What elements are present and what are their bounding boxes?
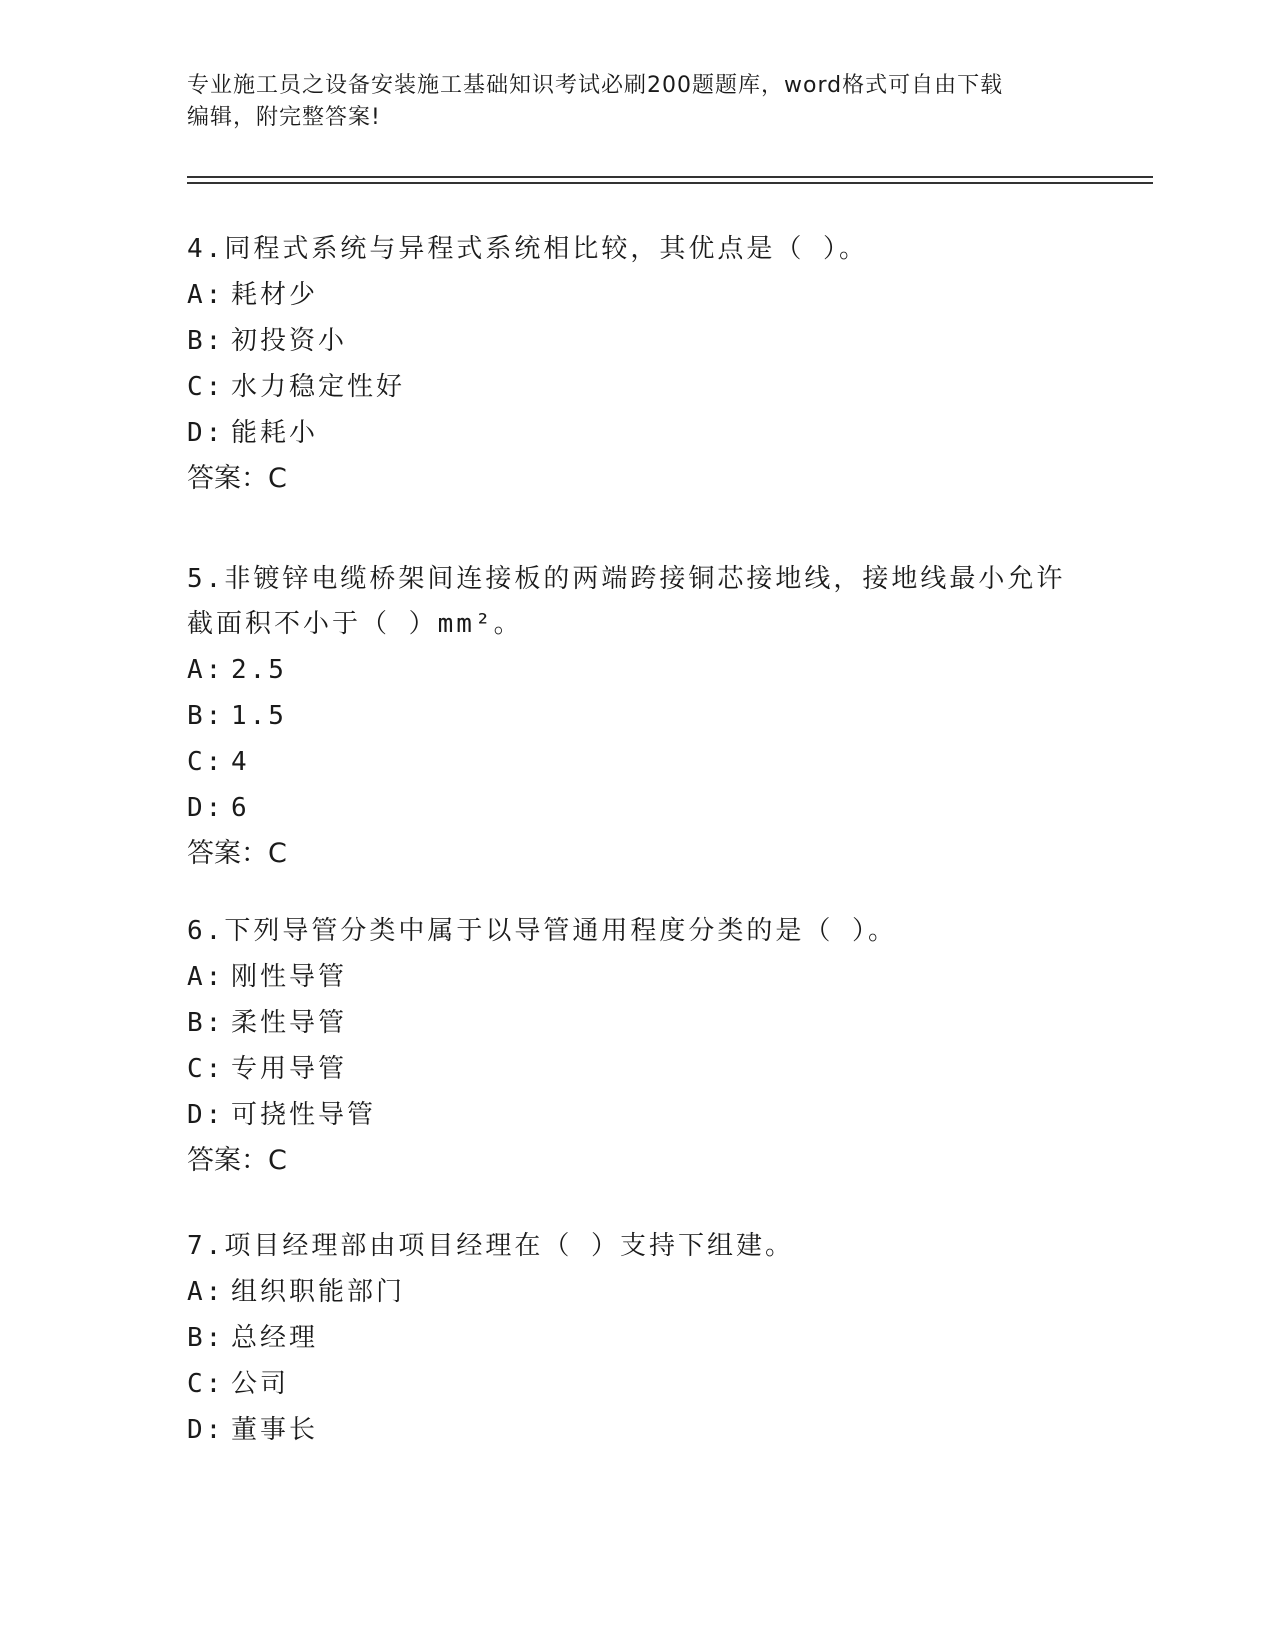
option-a: [187, 272, 1087, 318]
option-d: [187, 785, 1087, 831]
option-d: [187, 410, 1087, 456]
option-key: A:: [187, 655, 225, 685]
option-key: D:: [187, 1100, 225, 1130]
answer-text: 答案：C: [187, 1145, 287, 1176]
question-number: 4.: [187, 234, 225, 264]
question-5: [187, 557, 1087, 877]
header-divider-top: [187, 176, 1153, 178]
option-text: 刚性导管: [231, 962, 348, 992]
question-4: [187, 227, 1087, 502]
option-key: C:: [187, 372, 225, 402]
question-text: 同程式系统与异程式系统相比较，其优点是（ ）。: [224, 234, 868, 264]
option-a: [187, 1269, 1087, 1315]
option-text: 2.5: [231, 655, 287, 685]
question-number: 7.: [187, 1231, 225, 1261]
question-number: 6.: [187, 916, 225, 946]
question-text: 非镀锌电缆桥架间连接板的两端跨接铜芯接地线，接地线最小允许截面积不小于（ ）mm²。: [187, 564, 1066, 639]
option-c: [187, 1046, 1087, 1092]
option-key: D:: [187, 793, 225, 823]
header-line-1: 专业施工员之设备安装施工基础知识考试必刷200题题库，word格式可自由下载: [187, 73, 1004, 98]
option-text: 公司: [231, 1369, 290, 1399]
option-text: 4: [231, 747, 250, 777]
option-b: [187, 1315, 1087, 1361]
answer-text: 答案：C: [187, 463, 287, 494]
option-d: [187, 1092, 1087, 1138]
option-key: A:: [187, 280, 225, 310]
option-c: [187, 364, 1087, 410]
header-line-2: 编辑，附完整答案!: [187, 105, 381, 130]
option-text: 能耗小: [231, 418, 319, 448]
option-b: [187, 1000, 1087, 1046]
question-stem: [187, 227, 1087, 272]
option-d: [187, 1407, 1087, 1453]
option-key: B:: [187, 326, 225, 356]
option-key: A:: [187, 962, 225, 992]
option-text: 董事长: [231, 1415, 319, 1445]
option-key: B:: [187, 1323, 225, 1353]
option-key: D:: [187, 418, 225, 448]
question-7: [187, 1224, 1087, 1453]
answer-text: 答案：C: [187, 838, 287, 869]
question-stem: [187, 557, 1087, 647]
question-stem: [187, 1224, 1087, 1269]
option-a: [187, 647, 1087, 693]
option-text: 可挠性导管: [231, 1100, 377, 1130]
option-text: 总经理: [231, 1323, 319, 1353]
option-c: [187, 1361, 1087, 1407]
question-number: 5.: [187, 564, 225, 594]
option-key: B:: [187, 1008, 225, 1038]
option-b: [187, 693, 1087, 739]
header-divider-bottom: [187, 182, 1153, 184]
question-6: [187, 909, 1087, 1184]
option-key: C:: [187, 1369, 225, 1399]
question-stem: [187, 909, 1087, 954]
option-text: 组织职能部门: [231, 1277, 406, 1307]
option-text: 水力稳定性好: [231, 372, 406, 402]
option-key: D:: [187, 1415, 225, 1445]
option-key: A:: [187, 1277, 225, 1307]
option-text: 耗材少: [231, 280, 319, 310]
option-text: 6: [231, 793, 250, 823]
option-text: 柔性导管: [231, 1008, 348, 1038]
option-a: [187, 954, 1087, 1000]
option-key: C:: [187, 1054, 225, 1084]
option-c: [187, 739, 1087, 785]
question-text: 项目经理部由项目经理在（ ）支持下组建。: [224, 1231, 794, 1261]
option-text: 专用导管: [231, 1054, 348, 1084]
option-key: B:: [187, 701, 225, 731]
option-text: 初投资小: [231, 326, 348, 356]
option-key: C:: [187, 747, 225, 777]
option-text: 1.5: [231, 701, 287, 731]
option-b: [187, 318, 1087, 364]
document-header: [187, 70, 1087, 134]
question-text: 下列导管分类中属于以导管通用程度分类的是（ ）。: [224, 916, 897, 946]
